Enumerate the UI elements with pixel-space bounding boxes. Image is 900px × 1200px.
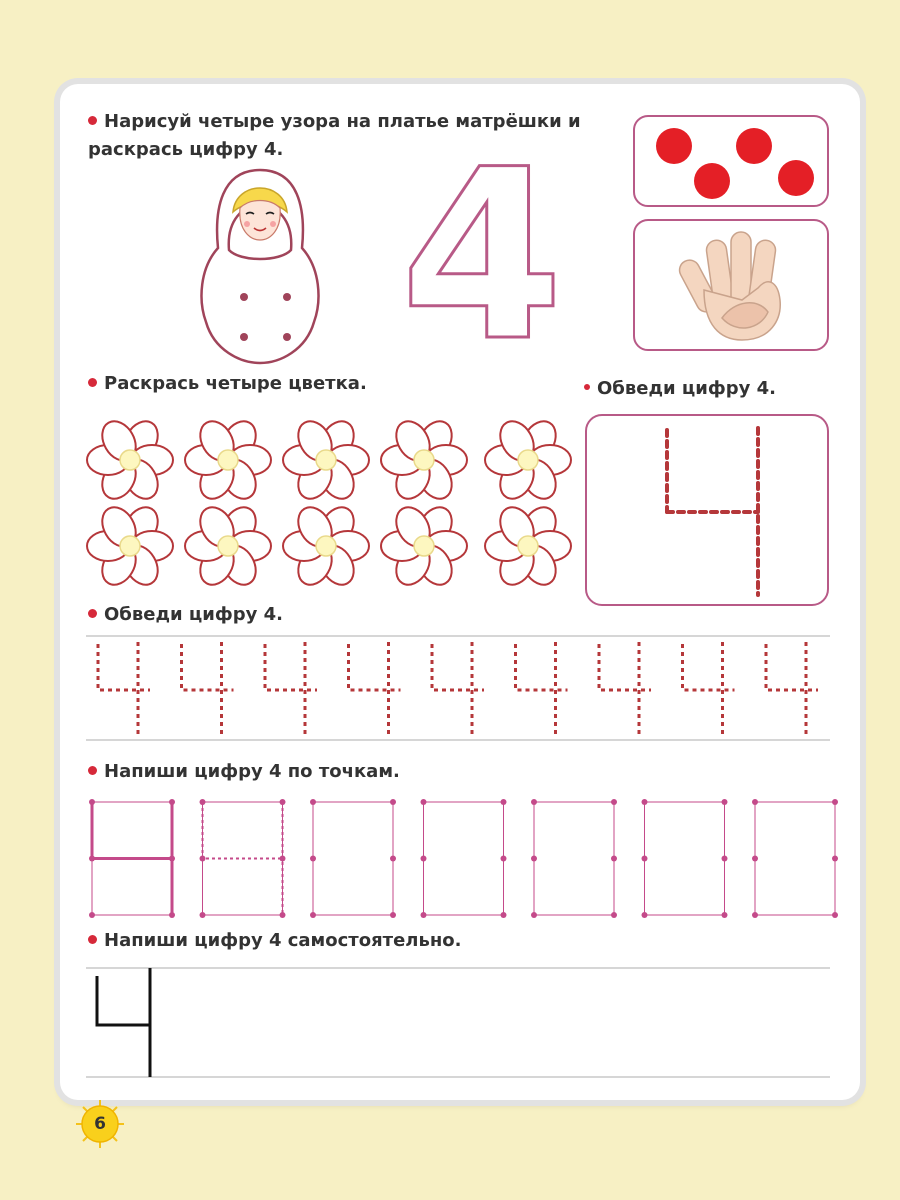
bullet-icon <box>88 378 97 387</box>
flower-icon[interactable] <box>381 415 467 504</box>
self-example-digit <box>97 968 150 1077</box>
trace-digit[interactable] <box>182 642 234 736</box>
dot-cell[interactable] <box>421 799 507 918</box>
instruction-dots: Напиши цифру 4 по точкам. <box>88 758 400 786</box>
trace-digit[interactable] <box>766 642 818 736</box>
trace-digit[interactable] <box>265 642 317 736</box>
flower-icon[interactable] <box>185 501 271 590</box>
matryoshka-icon <box>202 170 319 363</box>
trace-row-digits[interactable] <box>98 642 818 736</box>
flower-icon[interactable] <box>283 415 369 504</box>
trace-digit[interactable] <box>599 642 651 736</box>
instruction-flowers: Раскрась четыре цветка. <box>88 370 367 398</box>
dot-cell[interactable] <box>752 799 838 918</box>
bullet-icon <box>88 609 97 618</box>
trace-digit[interactable] <box>432 642 484 736</box>
trace-box <box>586 415 828 605</box>
flower-icon[interactable] <box>485 501 571 590</box>
trace-digit[interactable] <box>98 642 150 736</box>
dot-cell[interactable] <box>310 799 396 918</box>
dot-cell[interactable] <box>200 799 286 918</box>
instruction-matryoshka: Нарисуй четыре узора на платье матрёшки и раскрась цифру 4. <box>88 111 581 160</box>
flower-icon[interactable] <box>283 501 369 590</box>
dot-cell[interactable] <box>531 799 617 918</box>
instruction-self: Напиши цифру 4 самостоятельно. <box>88 927 462 955</box>
bullet-icon <box>88 116 97 125</box>
instruction-trace-big: Обведи цифру 4. <box>584 375 776 403</box>
dot-cells[interactable] <box>89 799 838 918</box>
flower-icon[interactable] <box>87 415 173 504</box>
instruction-trace-row: Обведи цифру 4. <box>88 601 283 629</box>
flower-icon[interactable] <box>87 501 173 590</box>
bullet-icon <box>88 766 97 775</box>
big-outline-digit[interactable]: 4 <box>400 120 564 393</box>
page-number: 6 <box>94 1114 106 1134</box>
flower-icon[interactable] <box>185 415 271 504</box>
trace-digit[interactable] <box>516 642 568 736</box>
flower-icon[interactable] <box>485 415 571 504</box>
flowers-grid <box>87 415 571 590</box>
flower-icon[interactable] <box>381 501 467 590</box>
dot-cell[interactable] <box>89 799 175 918</box>
bullet-icon <box>584 384 590 390</box>
dot-cell[interactable] <box>642 799 728 918</box>
trace-digit[interactable] <box>683 642 735 736</box>
bullet-icon <box>88 935 97 944</box>
self-writing-area[interactable] <box>170 970 830 1075</box>
trace-digit[interactable] <box>349 642 401 736</box>
